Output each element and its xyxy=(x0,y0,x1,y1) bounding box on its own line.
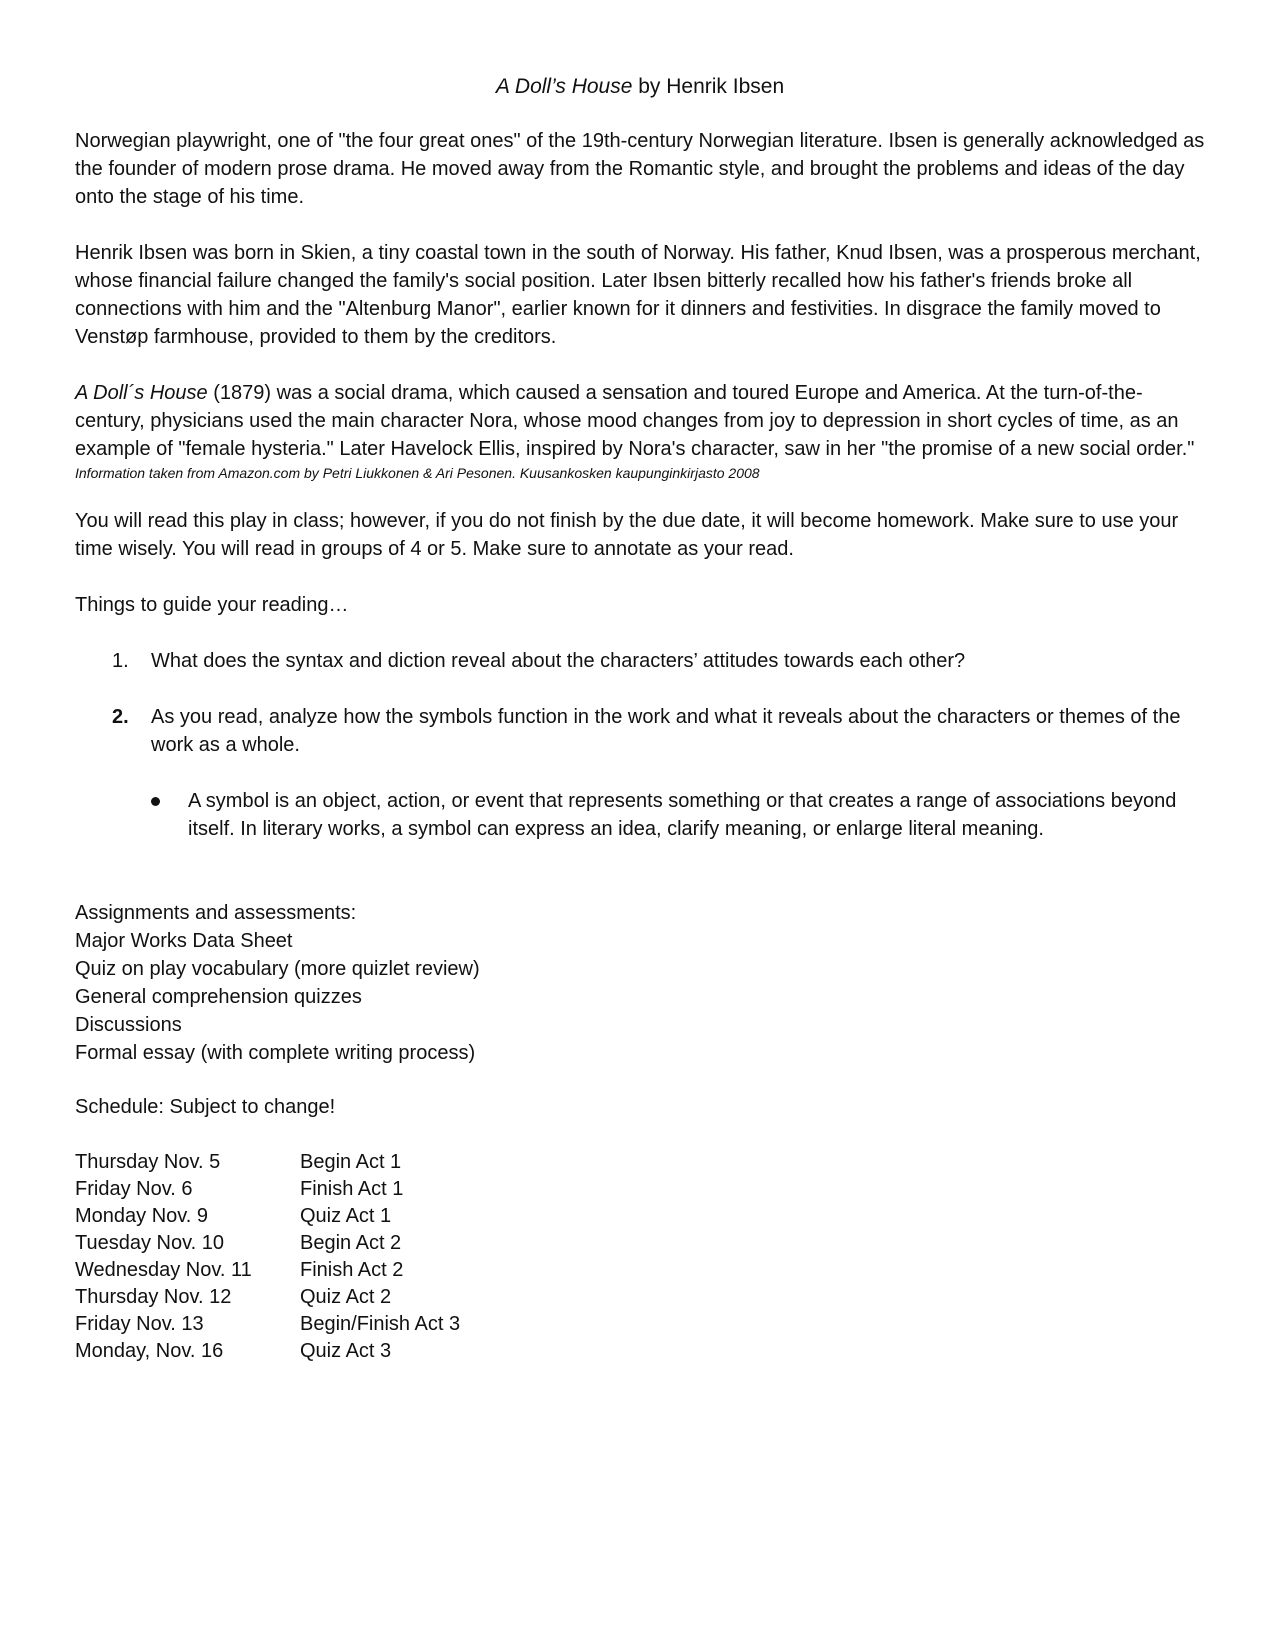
guide-item xyxy=(75,703,1205,759)
schedule-task: Finish Act 1 xyxy=(300,1178,404,1200)
guide-item-text: As you read, analyze how the symbols function in the work and what it reveals about the characters or themes of the work as a whole. xyxy=(151,706,1181,756)
assignments-heading: Assignments and assessments: xyxy=(75,902,357,924)
play-paragraph xyxy=(75,379,1205,463)
title-play-name: A Doll’s House xyxy=(495,75,633,98)
schedule-table xyxy=(75,1149,460,1365)
play-paragraph-text: (1879) was a social drama, which caused a sensation and toured Europe and America. At the turn-of-the-century, physicians used the main character Nora, whose mood changes from joy to depression in short cycles of time, as an example of "female hysteria." Later Havelock Ellis, inspired by Nora's character, saw in her "the promise of a new social order." xyxy=(75,382,1195,460)
title-author: by Henrik Ibsen xyxy=(632,75,785,98)
schedule-row xyxy=(75,1203,460,1230)
schedule-day: Wednesday Nov. 11 xyxy=(75,1259,252,1281)
guide-item xyxy=(75,647,1205,675)
schedule-row xyxy=(75,1284,460,1311)
symbol-definition-bullet xyxy=(75,787,1205,843)
schedule-day: Friday Nov. 13 xyxy=(75,1313,204,1335)
assignment-item: Major Works Data Sheet xyxy=(75,930,293,952)
schedule-heading: Schedule: Subject to change! xyxy=(75,1096,336,1118)
play-paragraph-title: A Doll´s House xyxy=(75,382,208,404)
guide-item-number: 2. xyxy=(112,706,129,728)
bullet-icon xyxy=(151,797,160,806)
symbol-definition-text: A symbol is an object, action, or event that represents something or that creates a range of associations beyond itself. In literary works, a symbol can express an idea, clarify meaning, or enlarge literal meaning. xyxy=(188,790,1177,840)
schedule-task: Quiz Act 3 xyxy=(300,1340,392,1362)
schedule-row xyxy=(75,1176,460,1203)
schedule-row xyxy=(75,1257,460,1284)
schedule-task: Quiz Act 2 xyxy=(300,1286,392,1308)
guide-item-number: 1. xyxy=(112,650,129,672)
schedule-task: Begin Act 2 xyxy=(300,1232,402,1254)
source-citation: Information taken from Amazon.com by Petri Liukkonen & Ari Pesonen. Kuusankosken kaupunginkirjasto 2008 xyxy=(75,465,760,481)
reading-instructions: You will read this play in class; however, if you do not finish by the due date, it will become homework. Make sure to use your time wisely. You will read in groups of 4 or 5. Make sure to annotate as your read. xyxy=(75,510,1179,560)
schedule-task: Begin Act 1 xyxy=(300,1151,402,1173)
schedule-row xyxy=(75,1338,460,1365)
document-page xyxy=(75,72,1205,1365)
page-title xyxy=(75,72,1205,102)
assignment-item: Quiz on play vocabulary (more quizlet review) xyxy=(75,958,480,980)
schedule-day: Tuesday Nov. 10 xyxy=(75,1232,224,1254)
assignment-item: Formal essay (with complete writing process) xyxy=(75,1042,476,1064)
schedule-day: Monday Nov. 9 xyxy=(75,1205,209,1227)
schedule-day: Thursday Nov. 5 xyxy=(75,1151,221,1173)
assignment-item: Discussions xyxy=(75,1014,182,1036)
guide-item-text: What does the syntax and diction reveal about the characters’ attitudes towards each other? xyxy=(151,650,966,672)
schedule-row xyxy=(75,1311,460,1338)
schedule-task: Begin/Finish Act 3 xyxy=(300,1313,461,1335)
schedule-day: Thursday Nov. 12 xyxy=(75,1286,232,1308)
guide-list xyxy=(75,647,1205,759)
schedule-row xyxy=(75,1230,460,1257)
schedule-day: Monday, Nov. 16 xyxy=(75,1340,224,1362)
intro-paragraph: Norwegian playwright, one of "the four great ones" of the 19th-century Norwegian literature. Ibsen is generally acknowledged as the founder of modern prose drama. He moved away from the Romantic style, and brought the problems and ideas of the day onto the stage of his time. xyxy=(75,130,1205,208)
schedule-row xyxy=(75,1149,460,1176)
guide-heading: Things to guide your reading… xyxy=(75,594,349,616)
biography-paragraph: Henrik Ibsen was born in Skien, a tiny coastal town in the south of Norway. His father, Knud Ibsen, was a prosperous merchant, whose financial failure changed the family's social position. Later Ibsen bitterly recalled how his father's friends broke all connections with him and the "Altenburg Manor", earlier known for it dinners and festivities. In disgrace the family moved to Venstøp farmhouse, provided to them by the creditors. xyxy=(75,242,1201,348)
assignments-section xyxy=(75,899,1205,1067)
assignment-item: General comprehension quizzes xyxy=(75,986,362,1008)
schedule-task: Quiz Act 1 xyxy=(300,1205,392,1227)
schedule-day: Friday Nov. 6 xyxy=(75,1178,193,1200)
schedule-task: Finish Act 2 xyxy=(300,1259,404,1281)
